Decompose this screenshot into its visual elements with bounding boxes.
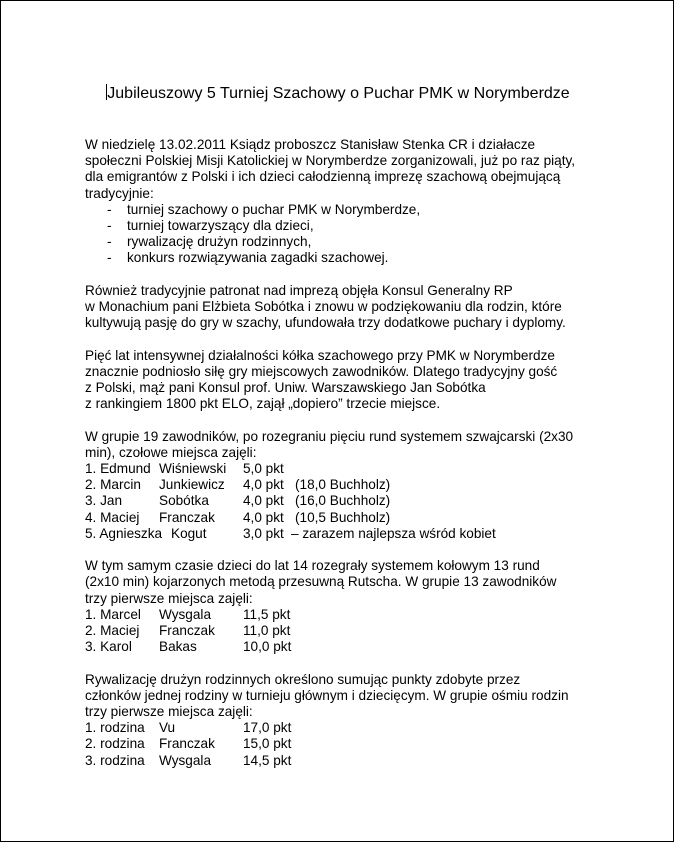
list-item: - konkurs rozwiązywania zagadki szachowej. [107, 250, 389, 266]
title-text: Jubileuszowy 5 Turniej Szachowy o Puchar PMK w Norymberdze [107, 85, 570, 102]
result-row: 1. rodzina Vu 17,0 pkt [85, 720, 292, 736]
paragraph-line: trzy pierwsze miejsca zajęli: [85, 590, 253, 606]
document-body [85, 137, 605, 769]
paragraph-line: z Polski, mąż pani Konsul prof. Uniw. Warszawskiego Jan Sobótka [85, 380, 486, 396]
result-row: 3. Jan Sobótka 4,0 pkt (16,0 Buchholz) [85, 493, 391, 509]
paragraph-line: W tym samym czasie dzieci do lat 14 rozegrały systemem kołowym 13 rund [85, 558, 540, 574]
result-row: 3. rodzina Wysgala 14,5 pkt [85, 752, 292, 768]
intro-line: tradycyjnie: [85, 185, 154, 201]
result-row: 5. Agnieszka Kogut 3,0 pkt – zarazem najlepsza wśród kobiet [85, 525, 496, 541]
list-item: - turniej szachowy o puchar PMK w Norymberdze, [107, 201, 421, 217]
paragraph-line: Pięć lat intensywnej działalności kółka szachowego przy PMK w Norymberdze [85, 347, 555, 363]
paragraph-line: (2x10 min) kojarzonych metodą przesuwną Rutscha. W grupie 13 zawodników [85, 574, 557, 590]
result-row: 1. Marcel Wysgala 11,5 pkt [85, 606, 291, 622]
paragraph-line: kultywują pasję do gry w szachy, ufundowała trzy dodatkowe puchary i dyplomy. [85, 315, 566, 331]
result-row: 3. Karol Bakas 10,0 pkt [85, 639, 292, 655]
paragraph-line: członków jednej rodziny w turnieju głównym i dziecięcym. W grupie ośmiu rodzin [85, 687, 569, 703]
result-row: 2. Maciej Franczak 11,0 pkt [85, 623, 291, 639]
paragraph-line: Również tradycyjnie patronat nad imprezą objęła Konsul Generalny RP [85, 282, 513, 298]
paragraph-line: Rywalizację drużyn rodzinnych określono sumując punkty zdobyte przez [85, 671, 521, 687]
list-item: - rywalizację drużyn rodzinnych, [107, 234, 312, 250]
result-row: 1. Edmund Wiśniewski 5,0 pkt [85, 461, 284, 477]
intro-line: W niedzielę 13.02.2011 Ksiądz proboszcz Stanisław Stenka CR i działacze [85, 137, 536, 152]
intro-line: społeczni Polskiej Misji Katolickiej w Norymberdze zorganizowali, już po raz piąty, [85, 153, 576, 169]
list-item: - turniej towarzyszący dla dzieci, [107, 218, 314, 234]
paragraph-line: min), czołowe miejsca zajęli: [85, 444, 257, 460]
bullet-list [85, 202, 605, 267]
result-row: 2. rodzina Franczak 15,0 pkt [85, 736, 292, 752]
document-title [1, 84, 674, 104]
paragraph-line: W grupie 19 zawodników, po rozegraniu pięciu rund systemem szwajcarski (2x30 [85, 428, 574, 444]
result-row: 4. Maciej Franczak 4,0 pkt (10,5 Buchholz) [85, 509, 391, 525]
paragraph-line: znacznie podniosło siłę gry miejscowych zawodników. Dlatego tradycyjny gość [85, 363, 558, 379]
intro-line: dla emigrantów z Polski i ich dzieci całodzienną imprezę szachową obejmującą [85, 169, 561, 185]
paragraph-line: trzy pierwsze miejsca zajęli: [85, 704, 253, 720]
paragraph-line: z rankingiem 1800 pkt ELO, zajął „dopiero” trzecie miejsce. [85, 396, 441, 412]
paragraph-line: w Monachium pani Elżbieta Sobótka i znowu w podziękowaniu dla rodzin, które [85, 299, 562, 315]
result-row: 2. Marcin Junkiewicz 4,0 pkt (18,0 Buchholz) [85, 477, 391, 493]
